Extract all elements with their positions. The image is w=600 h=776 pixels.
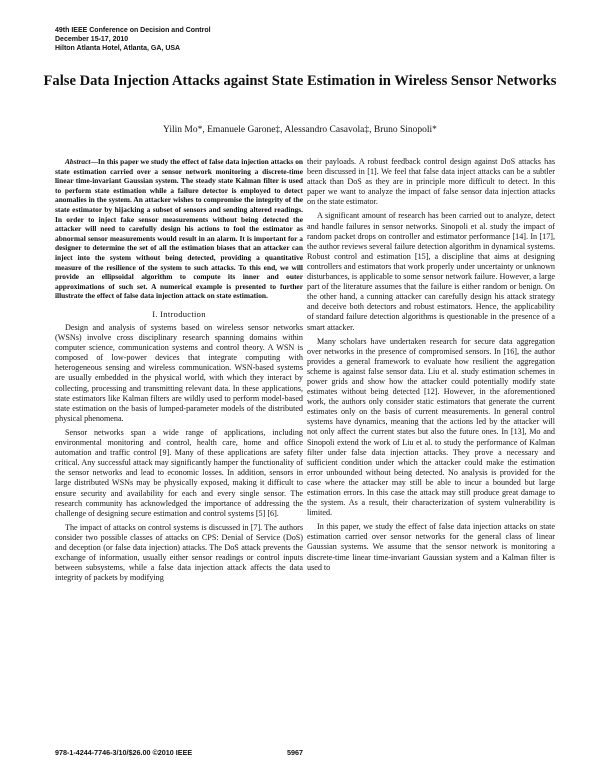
intro-paragraph: In this paper, we study the effect of false data injection attacks on state estimation carried over sensor networks for the general class of linear Gaussian systems. We assume that the sensor network is monitoring a discrete-time linear time-invariant Gaussian system and a Kalman filter is used to (307, 522, 555, 572)
paper-title: False Data Injection Attacks against State Estimation in Wireless Sensor Networks (43, 73, 557, 89)
conference-name: 49th IEEE Conference on Decision and Control (55, 27, 211, 34)
intro-paragraph: Sensor networks span a wide range of applications, including environmental monitoring and control, health care, home and office automation and traffic control [9]. Many of these applications are safety critical. Any successful attack may significantly hamper the functionality of the sensor networks and lead to economic losses. In addition, sensors in large distributed WSNs may be physically exposed, making it difficult to ensure security and availability for each and every single sensor. The research community has acknowledged the importance of addressing the challenge of designing secure estimation and control systems [5] [6]. (55, 427, 303, 518)
conference-dates: December 15-17, 2010 (55, 36, 129, 43)
intro-paragraph: Many scholars have undertaken research for secure data aggregation over networks in the presence of compromised sensors. In [16], the author provides a general framework to evaluate how resilient the aggregation scheme is against false sensor data. Liu et al. study estimation schemes in power grids and show how the attacker could potentially modify state estimates without being detected [12]. However, in the aforementioned work, the authors only consider static estimators that generate the current estimates only on the basis of current measurements. In general control systems have dynamics, meaning that the actions led by the attacker will not only affect the current states but also the future ones. In [13], Mo and Sinopoli extend the work of Liu et al. to study the performance of Kalman filter under false data injection attacks. They prove a necessary and sufficient condition under which the attacker could make the estimation error unbounded without being detected. No analysis is provided for the case where the attacker may still be able to incur a bounded but large estimation errors. In this case the attack may still produce great damage to the system. As a result, their characterization of system vulnerability is limited. (307, 336, 555, 518)
page-number: 5967 (287, 748, 303, 757)
abstract-text: —In this paper we study the effect of false data injection attacks on state estimation carried over a sensor network monitoring a discrete-time linear time-invariant Gaussian system. The steady state Kalman filter is used to perform state estimation while a failure detector is employed to detect anomalies in the system. An attacker wishes to compromise the integrity of the state estimator by hijacking a subset of sensors and sending altered readings. In order to inject fake sensor measurements without being detected the attacker will need to carefully design his actions to fool the estimator as abnormal sensor measurements would result in an alarm. It is important for a designer to determine the set of all the estimation biases that an attacker can inject into the system without being detected, providing a quantitative measure of the resilience of the system to such attacks. To this end, we will provide an ellipsoidal algorithm to compute its inner and outer approximations of such set. A numerical example is presented to further illustrate the effect of false data injection attack on state estimation. (55, 157, 303, 301)
conference-venue: Hilton Atlanta Hotel, Atlanta, GA, USA (55, 45, 181, 52)
abstract (55, 157, 303, 301)
section-heading-introduction: I. Introduction (152, 308, 206, 319)
abstract-lead: Abstract (65, 157, 91, 166)
footer-isbn: 978-1-4244-7746-3/10/$26.00 ©2010 IEEE (55, 748, 193, 757)
paper-authors: Yilin Mo*, Emanuele Garone‡, Alessandro Casavola‡, Bruno Sinopoli* (163, 125, 437, 135)
right-column (307, 157, 555, 577)
left-column (55, 157, 303, 587)
intro-paragraph: Design and analysis of systems based on wireless sensor networks (WSNs) involve cross disciplinary research spanning domains within computer science, communication systems and control theory. A WSN is composed of low-power devices that integrate computing with heterogeneous sensing and wireless communication. WSN-based systems are usually embedded in the physical world, with which they interact by collecting, processing and transmitting relevant data. In these applications, state estimators like Kalman filters are wildly used to perform model-based state estimation on the basis of lumped-parameter models of the distributed physical phenomena. (55, 323, 303, 423)
conference-header (55, 26, 211, 53)
intro-paragraph: A significant amount of research has been carried out to analyze, detect and handle failures in sensor networks. Sinopoli et al. study the impact of random packet drops on controller and estimator performance [14]. In [17], the author reviews several failure detection algorithm in dynamical systems. Robust control and estimation [15], a discipline that aims at designing controllers and estimators that work properly under uncertainty or unknown disturbances, is applicable to some sensor network failure. However, a large part of the literature assumes that the failure is either random or benign. On the other hand, a cunning attacker can carefully design his attack strategy and deceive both detectors and robust estimators. Hence, the applicability of standard failure detection algorithms is questionable in the presence of a smart attacker. (307, 211, 555, 332)
intro-paragraph: The impact of attacks on control systems is discussed in [7]. The authors consider two possible classes of attacks on CPS: Denial of Service (DoS) and deception (or false data injection) attacks. The DoS attack prevents the exchange of information, usually either sensor readings or control inputs between subsystems, while a false data injection attack affects the data integrity of packets by modifying (55, 522, 303, 583)
intro-paragraph: their payloads. A robust feedback control design against DoS attacks has been discussed in [1]. We feel that false data inject attacks can be a subtler attack than DoS as they are in principle more difficult to detect. In this paper we want to analyze the impact of false sensor data injection attacks on the state estimator. (307, 157, 555, 207)
